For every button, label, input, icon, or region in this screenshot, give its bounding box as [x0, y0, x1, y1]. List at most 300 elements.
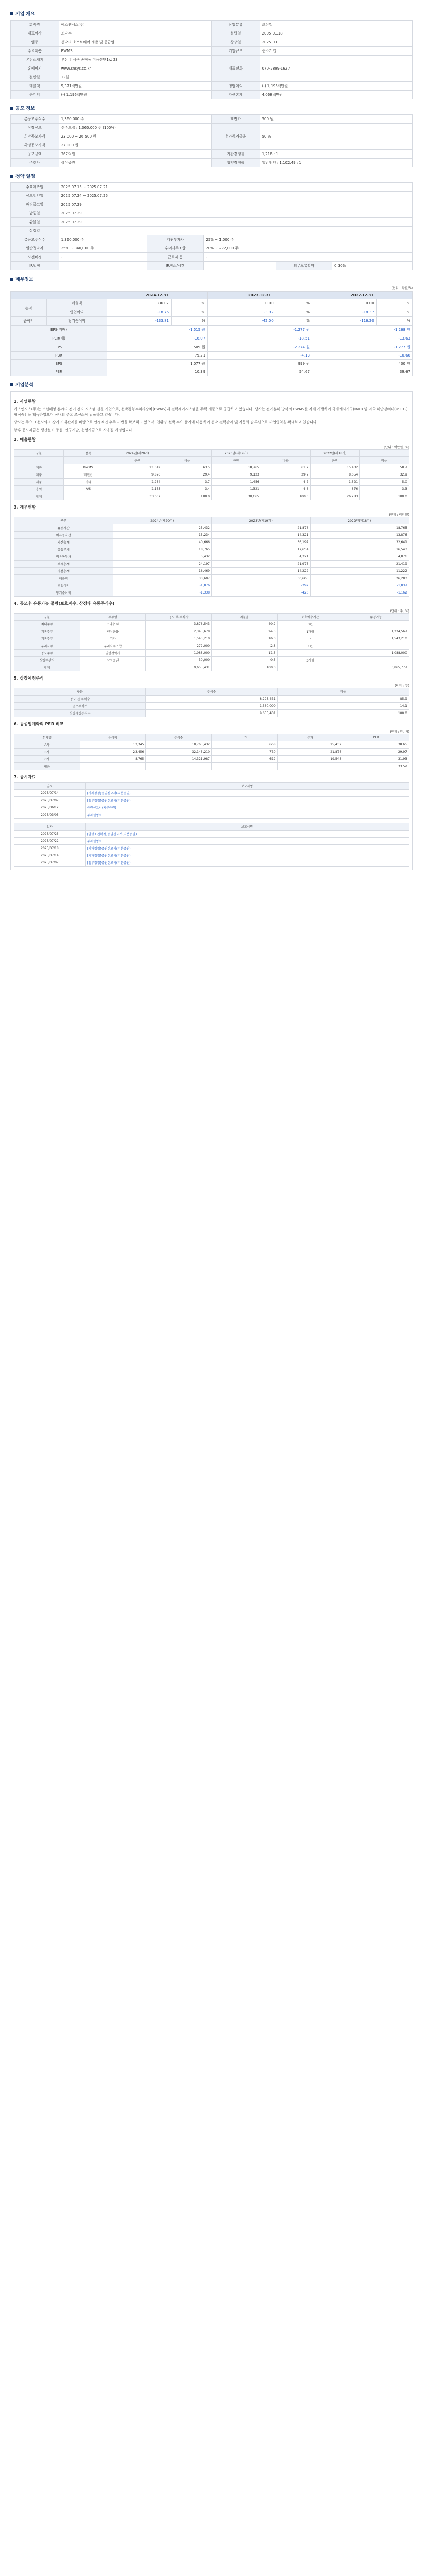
value-cell: 40,666 — [113, 539, 212, 546]
row-label: 부채총계 — [14, 561, 113, 568]
header-row — [14, 457, 409, 464]
value-cell: 16.0 — [211, 635, 277, 642]
field-value: 4,068백만원 — [260, 91, 412, 99]
field-label: 업종 — [11, 38, 59, 47]
value-cell: A/S — [63, 486, 113, 493]
value-cell: 32.9 — [360, 471, 409, 479]
listing-table — [14, 688, 409, 717]
value-cell: 18,765,432 — [146, 741, 212, 749]
table-row — [14, 486, 409, 493]
field-label — [211, 141, 260, 150]
value-cell: 100.0 — [261, 493, 310, 500]
disclosure-link[interactable]: [첨부정정]증권신고서(지분증권) — [85, 797, 409, 804]
header-row — [14, 783, 409, 790]
value-cell: 19,543 — [277, 756, 343, 763]
value-cell: -18.76 — [107, 308, 172, 317]
disclosure-link[interactable]: 투자설명서 — [85, 838, 409, 845]
value-cell: 36,197 — [212, 539, 311, 546]
header-cell: 비율 — [261, 457, 310, 464]
header-cell: 보고서명 — [85, 783, 409, 790]
value-cell: 1,456 — [212, 479, 261, 486]
field-label: 확정공모가액 — [11, 141, 59, 150]
field-value: 1,360,000 주 — [59, 235, 147, 244]
row-label: PSR — [11, 368, 107, 376]
field-label: IR일정 — [11, 262, 59, 270]
sales-table — [14, 449, 409, 500]
row-label: 비유동자산 — [14, 532, 113, 539]
value-cell: 100.0 — [211, 664, 277, 671]
field-value — [204, 262, 276, 270]
field-value: 신주모집 : 1,360,000 주 (100%) — [59, 124, 211, 132]
table-row — [11, 132, 413, 141]
disclosure-row[interactable] — [14, 838, 409, 845]
value-cell: 5.0 — [360, 479, 409, 486]
value-cell: 15,432 — [310, 464, 360, 471]
header-cell: 품목 — [63, 450, 113, 457]
value-cell: -1.268 원 — [312, 326, 412, 334]
row-label: 우리사주 — [14, 642, 80, 650]
header-cell: 주주명 — [80, 614, 146, 621]
value-cell: 21,342 — [113, 464, 162, 471]
table-row — [14, 589, 409, 597]
table-row — [14, 471, 409, 479]
field-value: 선박의 소프트웨어 개발 및 공급업 — [59, 38, 211, 47]
disclosure-row[interactable] — [14, 831, 409, 838]
row-label: 영업이익 — [14, 582, 113, 589]
field-value: - — [59, 253, 147, 262]
field-value: 2025.07.29 — [59, 218, 412, 227]
table-row — [11, 235, 413, 244]
disclosure-date: 2025/07/07 — [14, 859, 86, 867]
value-cell: -133.81 — [107, 317, 172, 326]
header-cell: 주식수 — [146, 688, 277, 696]
header-cell: 지분율 — [211, 614, 277, 621]
field-value: 0.30% — [332, 262, 412, 270]
value-cell: 3,865,777 — [343, 664, 409, 671]
value-cell: 18,765 — [310, 524, 409, 532]
header-cell: 일자 — [14, 823, 86, 831]
row-label: 비유동부채 — [14, 553, 113, 561]
table-row — [11, 159, 413, 167]
row-label: 최대주주 — [14, 621, 80, 628]
value-cell: 1,088,000 — [146, 650, 212, 657]
value-cell: 32,143,210 — [146, 749, 212, 756]
financial-unit: (단위 : 억원/%) — [391, 286, 413, 290]
header-cell: 주가 — [277, 734, 343, 741]
year-header: 2023.12.31 — [208, 292, 312, 299]
field-value: 25% ~ 1,000 주 — [204, 235, 413, 244]
value-cell: % — [376, 308, 412, 317]
sales-unit: (단위 : 백만원, %) — [383, 446, 409, 450]
field-label: 기관경쟁률 — [211, 150, 260, 159]
table-row — [14, 493, 409, 500]
header-row — [11, 292, 413, 299]
header-cell — [360, 450, 409, 457]
field-label: 매출액 — [11, 82, 59, 91]
disclosure-row[interactable] — [14, 845, 409, 852]
value-cell: 8,765 — [80, 756, 146, 763]
value-cell: 4.3 — [261, 486, 310, 493]
value-cell: 3개월 — [277, 657, 343, 664]
disclosure-link[interactable]: [발행조건확정]증권신고서(지분증권) — [85, 831, 409, 838]
disclosure-row[interactable] — [14, 804, 409, 811]
value-cell: 39.67 — [312, 368, 412, 376]
financial-table — [10, 291, 413, 376]
header-cell — [261, 450, 310, 457]
disclosure-date: 2025/07/18 — [14, 845, 86, 852]
value-cell: 33,607 — [113, 575, 212, 582]
field-label: 기관투자자 — [147, 235, 204, 244]
value-cell: 100.0 — [162, 493, 212, 500]
table-row — [11, 56, 413, 64]
bullet-icon — [10, 278, 13, 281]
header-cell — [11, 292, 107, 299]
disclosure-row[interactable] — [14, 790, 409, 797]
field-label: 액면가 — [211, 115, 260, 124]
row-label: A사 — [14, 741, 80, 749]
field-label: 자산총계 — [211, 91, 260, 99]
field-label: 공모청약일 — [11, 192, 59, 200]
value-cell: -18.51 — [208, 334, 312, 343]
disclosure-link[interactable]: [첨부정정]증권신고서(지분증권) — [85, 859, 409, 867]
table-row — [14, 657, 409, 664]
value-cell: 29.7 — [261, 471, 310, 479]
value-cell: 기타 — [80, 635, 146, 642]
table-row — [11, 21, 413, 29]
row-label: 기존주주 — [14, 628, 80, 635]
value-cell: 876 — [310, 486, 360, 493]
field-label: 총공모주식수 — [11, 115, 59, 124]
disclosure-table — [14, 782, 409, 819]
field-value — [59, 262, 147, 270]
value-cell: BWMS — [63, 464, 113, 471]
disclosure-row[interactable] — [14, 859, 409, 867]
value-cell: - — [343, 621, 409, 628]
field-value: (-) 1,195백만원 — [260, 82, 412, 91]
value-cell: 1,234 — [113, 479, 162, 486]
table-row — [11, 308, 413, 317]
header-row — [14, 823, 409, 831]
row-label: PBR — [11, 352, 107, 360]
value-cell: -3.92 — [208, 308, 276, 317]
field-value: 2025.07.24 ~ 2025.07.25 — [59, 192, 412, 200]
row-label: 기존주주 — [14, 635, 80, 642]
bullet-icon — [10, 383, 13, 386]
field-value: 367억원 — [59, 150, 211, 159]
table-row — [14, 635, 409, 642]
field-label: IR장소/시간 — [147, 262, 204, 270]
value-cell: 21,876 — [212, 524, 311, 532]
value-cell: 18,765 — [113, 546, 212, 553]
value-cell: 9,876 — [113, 471, 162, 479]
field-value: 2025.07.29 — [59, 200, 412, 209]
value-cell: -4.13 — [208, 352, 312, 360]
value-cell: -18.37 — [312, 308, 376, 317]
row-label: 상장주관사 — [14, 657, 80, 664]
header-row — [14, 614, 409, 621]
value-cell: 1,543,210 — [343, 635, 409, 642]
disclosure-date: 2025/07/22 — [14, 838, 86, 845]
field-label: 회사명 — [11, 21, 59, 29]
balance-title: 3. 재무현황 — [14, 505, 36, 510]
value-cell: 16,469 — [113, 568, 212, 575]
table-row — [11, 82, 413, 91]
value-cell: - — [277, 635, 343, 642]
row-label: PER(배) — [11, 334, 107, 343]
header-cell: 금액 — [310, 457, 360, 464]
company-section-title: 기업 개요 — [10, 10, 413, 17]
value-cell: 100.0 — [277, 710, 409, 717]
table-row — [11, 115, 413, 124]
value-cell: 21,419 — [310, 561, 409, 568]
per-unit: (단위 : 원, 배) — [390, 730, 409, 734]
field-value: 12월 — [59, 73, 211, 82]
listing-unit: (단위 : 주) — [395, 684, 409, 688]
field-value: 27,000 원 — [59, 141, 211, 150]
value-cell: 14,222 — [212, 568, 311, 575]
field-value — [260, 141, 412, 150]
field-value — [260, 73, 412, 82]
header-row — [14, 688, 409, 696]
disclosure-link[interactable]: 증권신고서(지분증권) — [85, 804, 409, 811]
value-cell: 배전반 — [63, 471, 113, 479]
field-label: 의무보유확약 — [276, 262, 332, 270]
field-label: 순이익 — [11, 91, 59, 99]
value-cell: 8,295,431 — [146, 696, 277, 703]
row-label: 유동자산 — [14, 524, 113, 532]
table-row — [14, 763, 409, 770]
value-cell: 2.8 — [211, 642, 277, 650]
bullet-icon — [10, 107, 13, 110]
table-row — [11, 299, 413, 308]
header-row — [14, 734, 409, 741]
value-cell: -116.20 — [312, 317, 376, 326]
row-label: 제품 — [14, 479, 64, 486]
table-row — [11, 29, 413, 38]
field-label: 주간사 — [11, 159, 59, 167]
field-value: 2005.01.18 — [260, 29, 412, 38]
table-row — [11, 47, 413, 56]
table-row — [11, 73, 413, 82]
row-label: 제품 — [14, 471, 64, 479]
value-cell: 벤처금융 — [80, 628, 146, 635]
table-row — [11, 218, 413, 227]
value-cell: 272,000 — [146, 642, 212, 650]
value-cell: 3,876,543 — [146, 621, 212, 628]
value-cell: % — [171, 308, 207, 317]
value-cell: 3년 — [277, 621, 343, 628]
value-cell: 8,654 — [310, 471, 360, 479]
disclosure-date: 2025/07/07 — [14, 797, 86, 804]
value-cell: 3.7 — [162, 479, 212, 486]
field-label: 홈페이지 — [11, 64, 59, 73]
field-label: 대표전화 — [211, 64, 260, 73]
value-cell: 21,876 — [277, 749, 343, 756]
bullet-icon — [10, 12, 13, 15]
value-cell: 4.7 — [261, 479, 310, 486]
year-header: 2024.12.31 — [107, 292, 208, 299]
field-label: 상장일 — [11, 227, 59, 235]
row-label: 평균 — [14, 763, 80, 770]
row-label: EPS(지배) — [11, 326, 107, 334]
disclosure-link[interactable]: [기재정정]증권신고서(지분증권) — [85, 845, 409, 852]
value-cell: 삼성증권 — [80, 657, 146, 664]
lockup-unit: (단위 : 주, %) — [390, 609, 409, 614]
disclosure-date: 2025/07/25 — [14, 831, 86, 838]
value-cell — [80, 664, 146, 671]
value-cell: 2,345,678 — [146, 628, 212, 635]
header-cell: 보고서명 — [85, 823, 409, 831]
value-cell: 33.52 — [343, 763, 409, 770]
disclosure-row[interactable] — [14, 811, 409, 819]
group-label: 순이익 — [11, 317, 47, 326]
header-cell: 회사명 — [14, 734, 80, 741]
header-cell — [63, 457, 113, 464]
table-row — [14, 710, 409, 717]
field-value: 50 % — [260, 132, 412, 141]
field-label: 우리사주조합 — [147, 244, 204, 253]
header-cell — [162, 450, 212, 457]
disclosure-date: 2025/07/14 — [14, 790, 86, 797]
value-cell: 79.21 — [107, 352, 208, 360]
value-cell: 400 원 — [312, 360, 412, 368]
value-cell: 336.07 — [107, 299, 172, 308]
field-label: 영업이익 — [211, 82, 260, 91]
header-cell: 2023년(제19기) — [212, 517, 311, 524]
value-cell: % — [276, 308, 312, 317]
value-cell: -16.07 — [107, 334, 208, 343]
value-cell: 33,607 — [113, 493, 162, 500]
table-row — [14, 539, 409, 546]
value-cell — [277, 664, 343, 671]
header-cell: 보호예수기간 — [277, 614, 343, 621]
value-cell: 15,234 — [113, 532, 212, 539]
value-cell: -1,338 — [113, 589, 212, 597]
field-label: 수요예측일 — [11, 183, 59, 192]
field-value: 조나수 — [59, 29, 211, 38]
field-label: 본점소재지 — [11, 56, 59, 64]
table-row — [11, 227, 413, 235]
table-row — [14, 546, 409, 553]
value-cell — [277, 763, 343, 770]
field-label: 근로자 등 — [147, 253, 204, 262]
field-label — [211, 56, 260, 64]
field-label: 설립일 — [211, 29, 260, 38]
listing-title: 5. 상장예정주식 — [14, 676, 44, 681]
header-cell — [14, 457, 64, 464]
header-cell: 비율 — [360, 457, 409, 464]
field-value: 일반청약 : 1,102.49 : 1 — [260, 159, 412, 167]
table-row — [11, 368, 413, 376]
field-value: 2025.07.29 — [59, 209, 412, 218]
row-label: 당기순이익 — [47, 317, 107, 326]
value-cell: 730 — [211, 749, 277, 756]
table-row — [14, 464, 409, 471]
paragraph: 당사는 주요 조선사와의 장기 거래관계를 바탕으로 안정적인 수주 기반을 확보하고 있으며, 친환경 선박 수요 증가에 대응하여 선박 전력관리 및 자동화 솔루션으로 사업영역을 확대하고 있습니다. — [14, 420, 318, 425]
field-label: 총공모주식수 — [11, 235, 59, 244]
field-value: 부산 강서구 송정동 미음산단1로 23 — [59, 56, 211, 64]
header-cell: 공모 후 주식수 — [146, 614, 212, 621]
table-row — [11, 262, 413, 270]
field-value: 중소기업 — [260, 47, 412, 56]
value-cell: 26,283 — [310, 493, 360, 500]
value-cell: 18,765 — [212, 464, 261, 471]
value-cell: 21,975 — [212, 561, 311, 568]
table-row — [11, 124, 413, 132]
value-cell: 9,655,431 — [146, 710, 277, 717]
disclosure-link[interactable]: [기재정정]증권신고서(지분증권) — [85, 790, 409, 797]
lockup-table — [14, 613, 409, 671]
lockup-title: 4. 공모후 유통가능 물량(보호예수, 상장후 유통주식수) — [14, 601, 115, 606]
field-value: 23,000 ~ 26,500 원 — [59, 132, 211, 141]
field-value: - — [204, 253, 413, 262]
value-cell: 30,000 — [146, 657, 212, 664]
table-row — [14, 561, 409, 568]
row-label: 자산총계 — [14, 539, 113, 546]
value-cell: 0.00 — [312, 299, 376, 308]
value-cell: -2.274 원 — [208, 343, 312, 352]
value-cell: -1.277 원 — [208, 326, 312, 334]
table-row — [14, 756, 409, 763]
disclosure-row[interactable] — [14, 797, 409, 804]
value-cell: 1,321 — [310, 479, 360, 486]
table-row — [14, 703, 409, 710]
field-value — [260, 124, 412, 132]
table-row — [14, 642, 409, 650]
value-cell: 612 — [211, 756, 277, 763]
value-cell: 14,321,987 — [146, 756, 212, 763]
field-label: 기업규모 — [211, 47, 260, 56]
value-cell — [63, 493, 113, 500]
value-cell: - — [343, 642, 409, 650]
balance-table — [14, 517, 409, 597]
field-label: 대표이사 — [11, 29, 59, 38]
value-cell: % — [376, 317, 412, 326]
schedule-table — [10, 182, 413, 270]
value-cell: 29.97 — [343, 749, 409, 756]
value-cell: 999 원 — [208, 360, 312, 368]
value-cell: 54.67 — [208, 368, 312, 376]
table-row — [11, 334, 413, 343]
value-cell: 23,456 — [80, 749, 146, 756]
intro-title: 1. 사업현황 — [14, 399, 36, 404]
schedule-section-title: 청약 일정 — [10, 173, 413, 179]
field-value: 1,216 : 1 — [260, 150, 412, 159]
value-cell: 11.3 — [211, 650, 277, 657]
header-cell: EPS — [211, 734, 277, 741]
disclosure-link[interactable]: 투자설명서 — [85, 811, 409, 819]
table-row — [11, 209, 413, 218]
value-cell: % — [276, 299, 312, 308]
financial-section-title: 재무정보 — [10, 276, 413, 282]
field-label: 주요제품 — [11, 47, 59, 56]
header-cell: 주식수 — [146, 734, 212, 741]
header-cell: 2024년(제20기) — [113, 450, 162, 457]
disclosure-row[interactable] — [14, 852, 409, 859]
value-cell: 9,655,431 — [146, 664, 212, 671]
table-row — [14, 479, 409, 486]
disclosure-link[interactable]: [기재정정]증권신고서(지분증권) — [85, 852, 409, 859]
value-cell: 17,654 — [212, 546, 311, 553]
field-label: 납입일 — [11, 209, 59, 218]
header-cell: 금액 — [113, 457, 162, 464]
group-label: 손익 — [11, 299, 47, 317]
per-table — [14, 734, 409, 770]
header-cell: 금액 — [212, 457, 261, 464]
disclosure-date: 2025/07/14 — [14, 852, 86, 859]
value-cell: -420 — [212, 589, 311, 597]
value-cell: 25,432 — [277, 741, 343, 749]
